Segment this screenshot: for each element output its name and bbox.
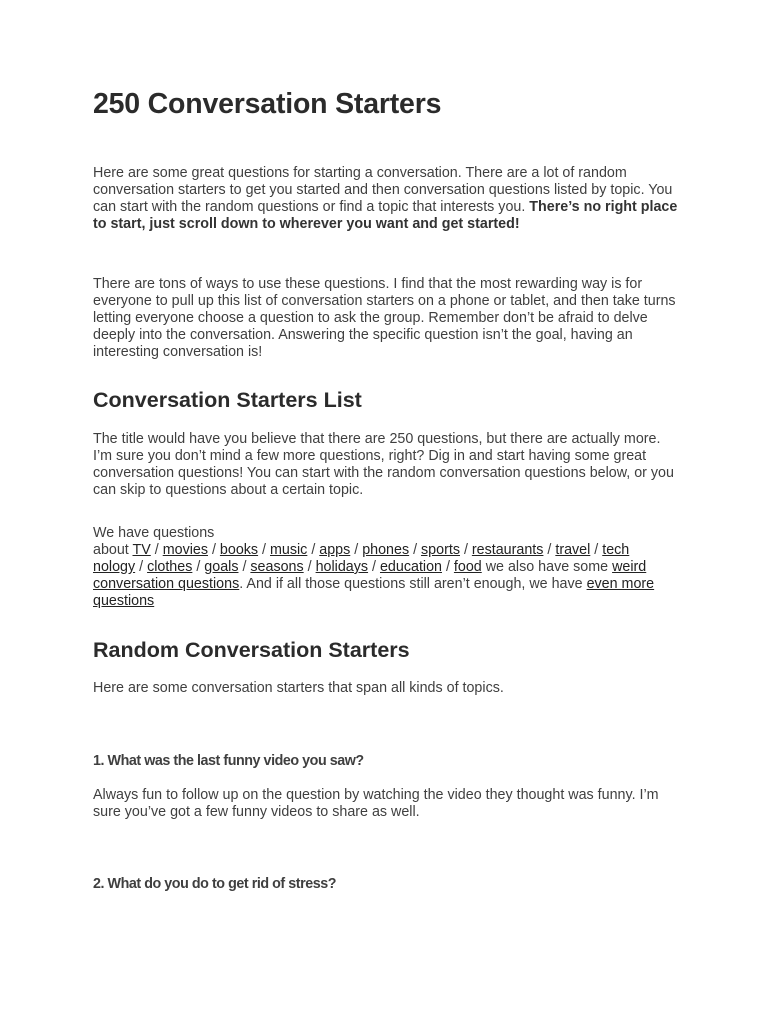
section-heading-random: Random Conversation Starters <box>93 638 410 662</box>
separator: / <box>368 559 380 575</box>
separator: / <box>409 542 422 558</box>
list-paragraph: The title would have you believe that there are 250 questions, but there are actually more. I’m sure you don’t mind a few more questions, right? Dig in and start having some great conversation questions! You can start with the random conversation questions below, or you can skip to questions about a certain topic. <box>93 431 674 498</box>
topic-link-phones[interactable]: phones <box>362 542 410 558</box>
separator: / <box>459 542 472 558</box>
topic-link-movies[interactable]: movies <box>162 542 208 558</box>
topic-link-food[interactable]: food <box>453 559 482 575</box>
topics-paragraph <box>93 525 683 610</box>
topic-link-seasons[interactable]: seasons <box>250 559 304 575</box>
separator: / <box>303 559 316 575</box>
separator: / <box>192 559 205 575</box>
question-1-heading: 1. What was the last funny video you saw? <box>93 753 364 769</box>
page-title: 250 Conversation Starters <box>93 88 442 120</box>
topic-link-music[interactable]: music <box>270 542 308 558</box>
topic-link-clothes[interactable]: clothes <box>147 559 193 575</box>
topic-link-sports[interactable]: sports <box>421 542 460 558</box>
topics-line-1: We have questions <box>93 525 215 541</box>
topic-link-education[interactable]: education <box>379 559 442 575</box>
separator: / <box>150 542 163 558</box>
topic-link-tv[interactable]: TV <box>132 542 151 558</box>
separator: / <box>350 542 363 558</box>
separator: / <box>208 542 220 558</box>
separator: / <box>307 542 320 558</box>
topic-link-books[interactable]: books <box>219 542 259 558</box>
topics-prefix: about <box>93 542 133 558</box>
section-heading-list: Conversation Starters List <box>93 388 362 412</box>
separator: / <box>590 542 603 558</box>
topic-link-tech[interactable]: tech <box>602 542 630 558</box>
enough-text: . And if all those questions still aren’t enough, we have <box>239 576 587 592</box>
topic-link-travel[interactable]: travel <box>555 542 591 558</box>
separator: / <box>135 559 148 575</box>
topic-link-holidays[interactable]: holidays <box>315 559 369 575</box>
question-1-answer: Always fun to follow up on the question by watching the video they thought was funny. I’m sure you’ve got a few funny videos to share as well. <box>93 787 659 820</box>
topic-link-technology-cont[interactable]: nology <box>93 559 136 575</box>
intro-paragraph-2: There are tons of ways to use these questions. I find that the most rewarding way is for everyone to pull up this list of conversation starters on a phone or tablet, and then take turns letting everyone choose a question to ask the group. Remember don’t be afraid to delve deeply into the conversation. Answering the specific question isn’t the goal, having an interesting conversation is! <box>93 276 676 360</box>
also-text: we also have some <box>481 559 613 575</box>
topic-link-restaurants[interactable]: restaurants <box>471 542 544 558</box>
weird-questions-link[interactable]: weird conversation questions <box>93 559 647 592</box>
intro-paragraph-1 <box>93 165 683 233</box>
separator: / <box>442 559 454 575</box>
intro-paragraph-1-text: Here are some great questions for starting a conversation. There are a lot of random conversation starters to get you started and then conversation questions listed by topic. You can start with the random questions or find a topic that interests you. <box>93 165 673 215</box>
separator: / <box>543 542 556 558</box>
more-questions-link[interactable]: even more questions <box>93 576 655 609</box>
topic-link-goals[interactable]: goals <box>204 559 239 575</box>
topic-link-apps[interactable]: apps <box>319 542 351 558</box>
separator: / <box>238 559 251 575</box>
question-2-heading: 2. What do you do to get rid of stress? <box>93 876 336 892</box>
intro-paragraph-1-bold: There’s no right place to start, just scroll down to wherever you want and get started! <box>93 199 678 232</box>
separator: / <box>258 542 270 558</box>
random-intro: Here are some conversation starters that span all kinds of topics. <box>93 680 504 696</box>
